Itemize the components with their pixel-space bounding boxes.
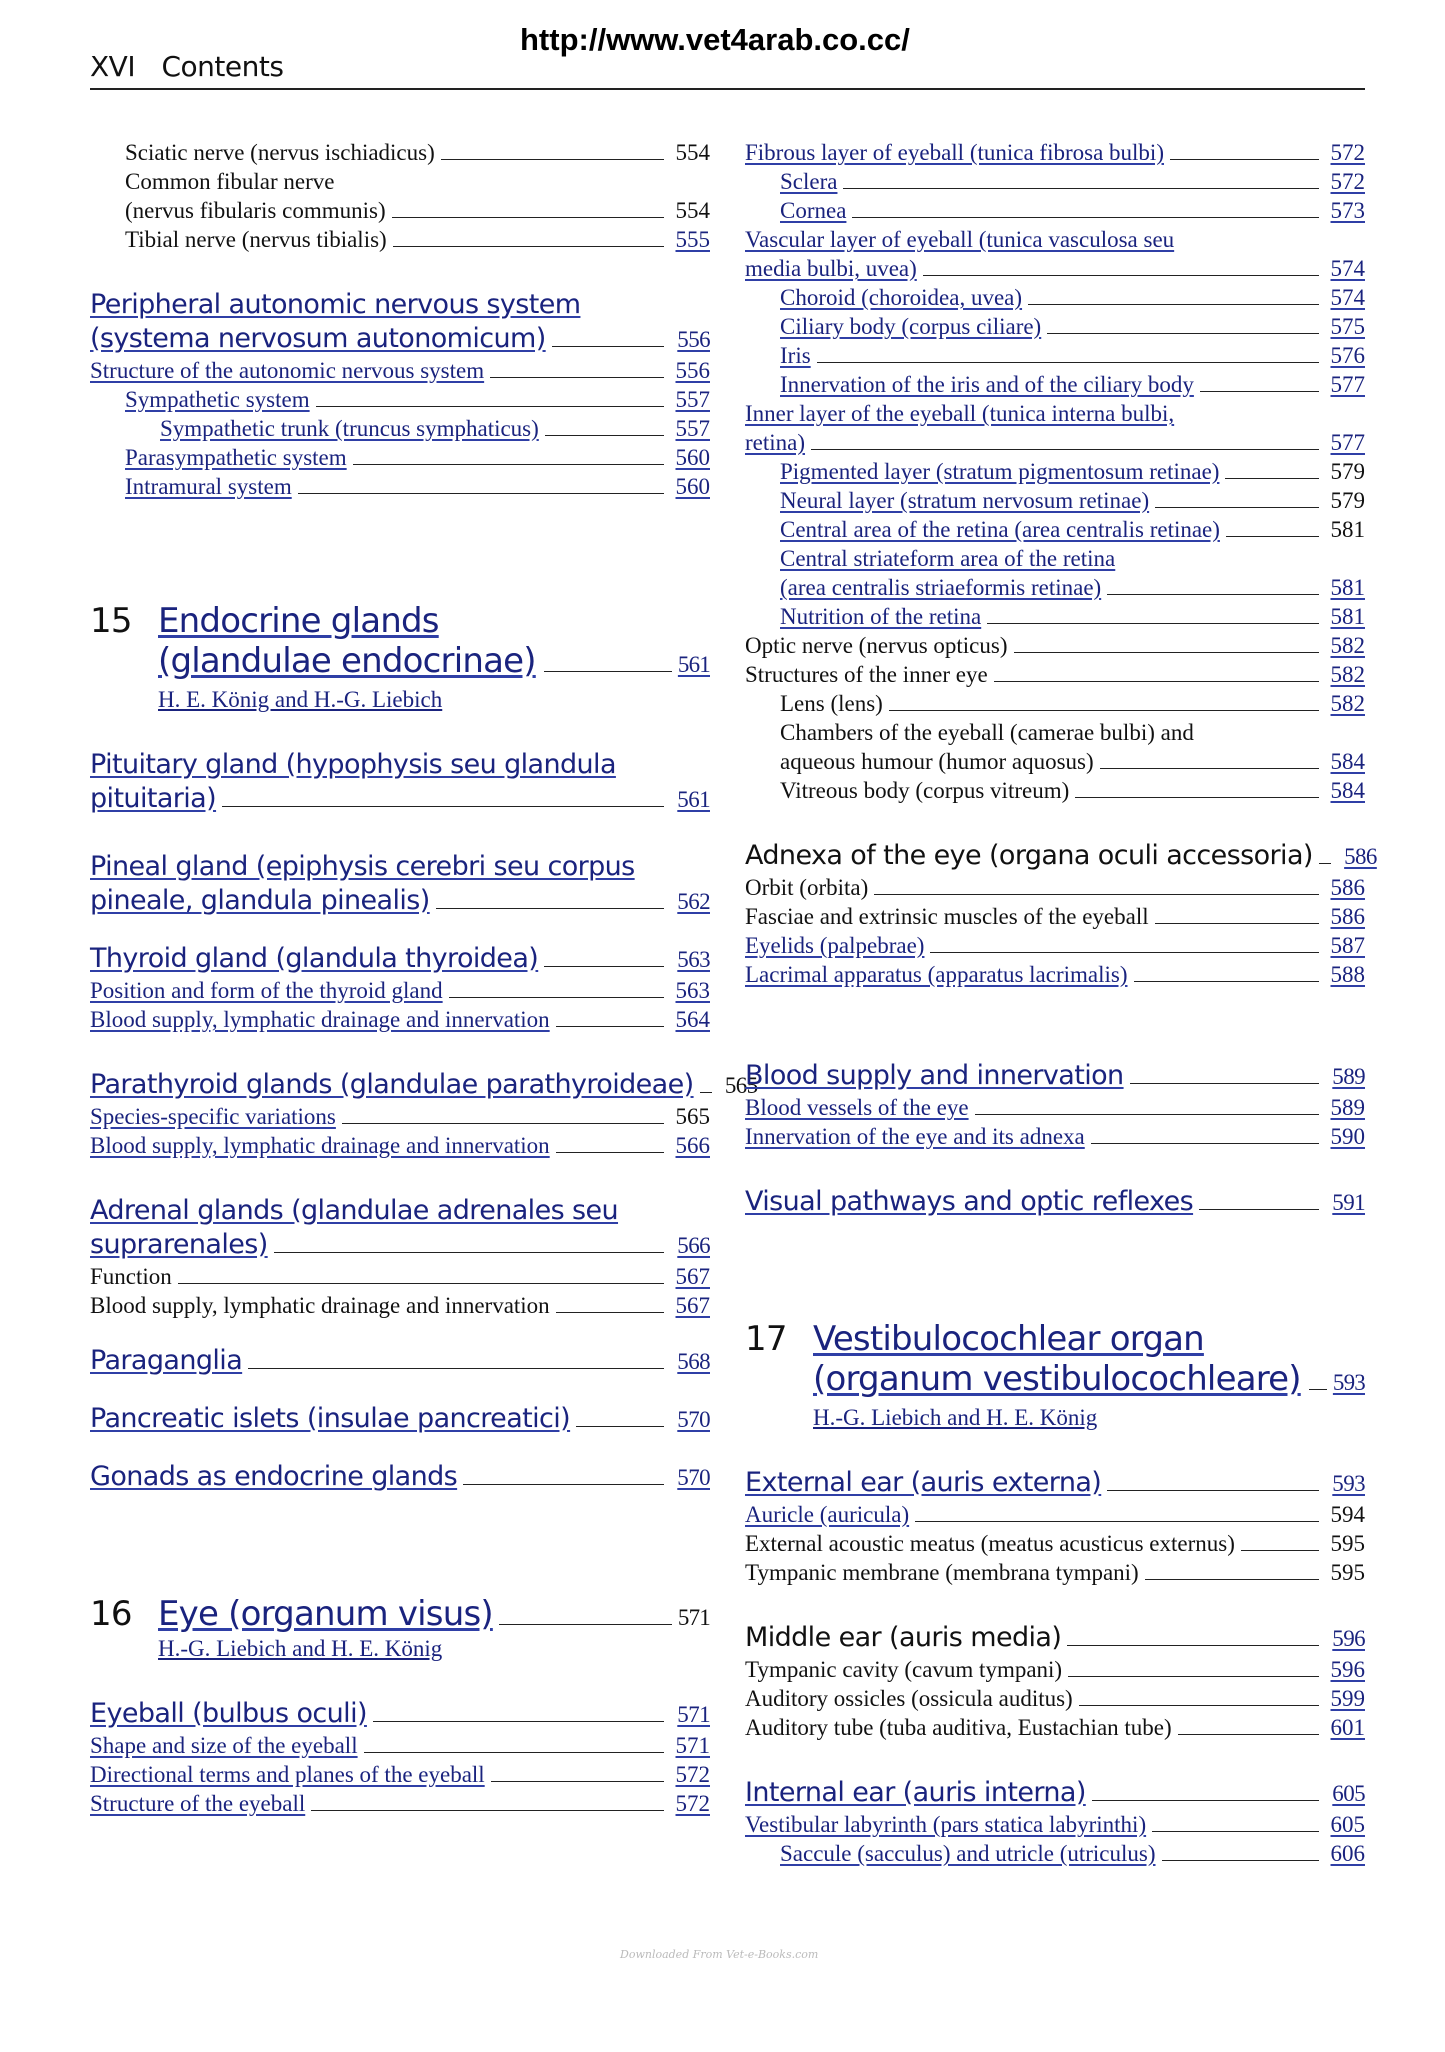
entry-title: Blood supply, lymphatic drainage and innervation	[90, 1293, 550, 1318]
section-page[interactable]: 605	[1332, 1781, 1365, 1806]
entry-page-link[interactable]: 589	[1330, 1095, 1365, 1120]
toc-entry	[745, 1558, 1365, 1587]
toc-entry[interactable]	[745, 1810, 1365, 1839]
toc-entry[interactable]	[90, 1262, 710, 1291]
section-title[interactable]: Visual pathways and optic reflexes	[745, 1186, 1194, 1217]
entry-page-link[interactable]: 599	[1330, 1686, 1365, 1711]
entry-title[interactable]: Parasympathetic system	[125, 445, 347, 470]
toc-entry[interactable]	[745, 341, 1365, 370]
entry-title[interactable]: Blood supply, lymphatic drainage and innervation	[90, 1007, 550, 1032]
entry-title: Function	[90, 1264, 172, 1289]
entry-page-link[interactable]: 606	[1330, 1841, 1365, 1866]
section-title[interactable]: Eyeball (bulbus oculi)	[90, 1698, 367, 1729]
entry-page-link[interactable]: 557	[675, 416, 710, 441]
chapter-page: 571	[677, 1605, 710, 1630]
entry-title: Fasciae and extrinsic muscles of the eyeball	[745, 904, 1149, 929]
section-heading[interactable]	[745, 1776, 1365, 1810]
toc-entry[interactable]	[745, 1093, 1365, 1122]
entry-page-link[interactable]: 588	[1330, 962, 1365, 987]
section-heading[interactable]	[745, 1621, 1365, 1655]
section-page: 565	[724, 1073, 758, 1098]
toc-entry[interactable]	[90, 443, 710, 472]
entry-page-link[interactable]: 560	[675, 445, 710, 470]
entry-title[interactable]: retina)	[745, 430, 806, 455]
section-heading-line[interactable]: Peripheral autonomic nervous system	[90, 289, 581, 320]
entry-title[interactable]: media bulbi, uvea)	[745, 256, 917, 281]
entry-title[interactable]: Sympathetic system	[125, 387, 310, 412]
section-page[interactable]: 596	[1332, 1626, 1365, 1651]
entry-page: 565	[675, 1104, 710, 1129]
entry-page-link[interactable]: 572	[1330, 140, 1365, 165]
entry-title[interactable]: (area centralis striaeformis retinae)	[780, 575, 1102, 600]
section-page[interactable]: 570	[677, 1407, 710, 1432]
toc-entry[interactable]	[90, 472, 710, 501]
watermark: Downloaded From Vet-e-Books.com	[620, 1948, 819, 1961]
entry-page-link[interactable]: 572	[675, 1791, 710, 1816]
entry-title: (nervus fibularis communis)	[125, 198, 386, 223]
entry-title[interactable]: Neural layer (stratum nervosum retinae)	[780, 488, 1150, 513]
entry-page: 595	[1330, 1560, 1365, 1585]
section-heading-line[interactable]: Adrenal glands (glandulae adrenales seu	[90, 1195, 619, 1226]
section-heading[interactable]	[90, 1344, 710, 1378]
entry-title: Tympanic membrane (membrana tympani)	[745, 1560, 1139, 1585]
section-title[interactable]: Pancreatic islets (insulae pancreatici)	[90, 1403, 571, 1434]
toc-entry[interactable]	[745, 457, 1365, 486]
page-number: XVI	[90, 50, 136, 83]
chapter-authors[interactable]: H.-G. Liebich and H. E. König	[158, 1636, 443, 1661]
entry-title[interactable]: Shape and size of the eyeball	[90, 1733, 358, 1758]
entry-page-link[interactable]: 586	[1330, 875, 1365, 900]
entry-title: Vitreous body (corpus vitreum)	[780, 778, 1070, 803]
toc-entry[interactable]	[90, 356, 710, 385]
entry-title[interactable]: Nutrition of the retina	[780, 604, 982, 629]
left-column	[90, 138, 758, 1818]
entry-title-line[interactable]: Vascular layer of eyeball (tunica vasculosa seu	[745, 227, 1175, 252]
toc-entry[interactable]	[745, 902, 1365, 931]
entry-page-link[interactable]: 582	[1330, 662, 1365, 687]
section-title[interactable]: Thyroid gland (glandula thyroidea)	[90, 943, 539, 974]
toc-entry[interactable]	[745, 370, 1365, 399]
chapter-title[interactable]	[745, 1319, 1365, 1359]
toc-entry[interactable]	[90, 1760, 710, 1789]
section-page[interactable]: 566	[677, 1233, 710, 1258]
toc-entry[interactable]	[90, 1291, 710, 1320]
chapter-number: 17	[745, 1319, 787, 1359]
section-page[interactable]: 589	[1332, 1064, 1365, 1089]
entry-page-link[interactable]: 572	[675, 1762, 710, 1787]
entry-title-line: Common fibular nerve	[125, 169, 335, 194]
entry-page-link[interactable]: 581	[1330, 604, 1365, 629]
section-heading[interactable]	[90, 782, 710, 816]
entry-title: Sciatic nerve (nervus ischiadicus)	[125, 140, 435, 165]
section-page[interactable]: 556	[677, 327, 710, 352]
entry-title[interactable]: Position and form of the thyroid gland	[90, 978, 443, 1003]
toc-entry[interactable]	[745, 1655, 1365, 1684]
entry-page: 579	[1330, 488, 1365, 513]
chapter-title-text[interactable]: (organum vestibulocochleare)	[813, 1359, 1301, 1399]
chapter-title[interactable]	[90, 601, 710, 641]
entry-title[interactable]: Auricle (auricula)	[745, 1502, 910, 1527]
entry-title-line[interactable]: Central striateform area of the retina	[780, 546, 1116, 571]
entry-title: Auditory ossicles (ossicula auditus)	[745, 1686, 1073, 1711]
right-column	[745, 138, 1377, 1868]
toc-entry[interactable]	[745, 515, 1365, 544]
toc-entry	[745, 1529, 1365, 1558]
entry-page: 579	[1330, 459, 1365, 484]
toc-entry[interactable]	[90, 1005, 710, 1034]
section-title[interactable]: External ear (auris externa)	[745, 1467, 1102, 1498]
section-heading[interactable]	[90, 322, 710, 356]
toc-entry[interactable]	[745, 660, 1365, 689]
entry-title[interactable]: Blood vessels of the eye	[745, 1095, 969, 1120]
section-heading[interactable]	[90, 1228, 710, 1262]
section-page[interactable]: 571	[677, 1702, 710, 1727]
toc-entry[interactable]	[745, 931, 1365, 960]
entry-title[interactable]: Structure of the eyeball	[90, 1791, 306, 1816]
entry-title[interactable]: Sclera	[780, 169, 838, 194]
section-title[interactable]: Blood supply and innervation	[745, 1060, 1124, 1091]
entry-title: Orbit (orbita)	[745, 875, 869, 900]
entry-title[interactable]: Saccule (sacculus) and utricle (utriculus)	[780, 1841, 1156, 1866]
toc-entry[interactable]	[745, 428, 1365, 457]
toc-entry[interactable]	[745, 167, 1365, 196]
entry-page-link[interactable]: 582	[1330, 633, 1365, 658]
entry-page-link[interactable]: 563	[675, 978, 710, 1003]
toc-entry[interactable]	[745, 573, 1365, 602]
chapter-title-text[interactable]: (glandulae endocrinae)	[158, 641, 536, 681]
toc-entry[interactable]	[745, 1122, 1365, 1151]
section-title[interactable]: Parathyroid glands (glandulae parathyroideae)	[90, 1069, 694, 1100]
entry-page: 554	[675, 198, 710, 223]
entry-title: External acoustic meatus (meatus acusticus externus)	[745, 1531, 1235, 1556]
section-heading[interactable]	[745, 1466, 1365, 1500]
entry-page-link[interactable]: 557	[675, 387, 710, 412]
section-title[interactable]: Paraganglia	[90, 1345, 243, 1376]
section-heading[interactable]	[90, 1402, 710, 1436]
entry-page-link[interactable]: 555	[675, 227, 710, 252]
toc-entry[interactable]	[745, 254, 1365, 283]
entry-title[interactable]: Innervation of the iris and of the ciliary body	[780, 372, 1194, 397]
section-title: Middle ear (auris media)	[745, 1622, 1062, 1653]
section-heading-line[interactable]: Pituitary gland (hypophysis seu glandula	[90, 749, 616, 780]
entry-page-link[interactable]: 601	[1330, 1715, 1365, 1740]
section-heading[interactable]	[745, 1059, 1365, 1093]
section-title[interactable]: suprarenales)	[90, 1229, 268, 1260]
entry-page-link[interactable]: 582	[1330, 691, 1365, 716]
chapter-title-cont[interactable]	[745, 1359, 1365, 1403]
entry-page-link[interactable]: 556	[675, 358, 710, 383]
entry-page-link[interactable]: 596	[1330, 1657, 1365, 1682]
entry-title[interactable]: Eyelids (palpebrae)	[745, 933, 925, 958]
toc-entry[interactable]	[745, 1713, 1365, 1742]
chapter-authors[interactable]: H.-G. Liebich and H. E. König	[813, 1405, 1098, 1430]
header-rule	[90, 88, 1365, 90]
entry-title[interactable]: Pigmented layer (stratum pigmentosum retinae)	[780, 459, 1220, 484]
toc-entry[interactable]	[745, 747, 1365, 776]
toc-entry[interactable]	[90, 414, 710, 443]
toc-entry[interactable]	[745, 873, 1365, 902]
entry-page-link[interactable]: 584	[1330, 749, 1365, 774]
entry-page: 554	[675, 140, 710, 165]
toc-entry[interactable]	[90, 1102, 710, 1131]
entry-title[interactable]: Fibrous layer of eyeball (tunica fibrosa bulbi)	[745, 140, 1164, 165]
entry-page-link[interactable]: 575	[1330, 314, 1365, 339]
chapter-number: 15	[90, 601, 132, 641]
toc-entry[interactable]	[745, 776, 1365, 805]
section-page[interactable]: 562	[677, 889, 710, 914]
section-title[interactable]: (systema nervosum autonomicum)	[90, 323, 546, 354]
entry-page-link[interactable]: 605	[1330, 1812, 1365, 1837]
entry-title[interactable]: Intramural system	[125, 474, 292, 499]
entry-title[interactable]: Species-specific variations	[90, 1104, 336, 1129]
entry-page-link[interactable]: 587	[1330, 933, 1365, 958]
entry-page-link[interactable]: 586	[1330, 904, 1365, 929]
chapter-title-text[interactable]: Endocrine glands	[158, 601, 439, 641]
entry-page-link[interactable]: 590	[1330, 1124, 1365, 1149]
chapter-title-cont[interactable]	[90, 641, 710, 685]
entry-page-link[interactable]: 581	[1330, 575, 1365, 600]
section-heading[interactable]	[745, 839, 1377, 873]
section-heading[interactable]	[745, 1185, 1365, 1219]
section-page[interactable]: 563	[677, 947, 710, 972]
entry-page-link[interactable]: 567	[675, 1264, 710, 1289]
section-title[interactable]: pituitaria)	[90, 783, 217, 814]
entry-title: Tibial nerve (nervus tibialis)	[125, 227, 387, 252]
entry-page-link[interactable]: 584	[1330, 778, 1365, 803]
entry-title[interactable]: Ciliary body (corpus ciliare)	[780, 314, 1042, 339]
toc-entry[interactable]	[745, 196, 1365, 225]
chapter-page[interactable]: 561	[677, 652, 710, 677]
toc-entry[interactable]	[745, 1839, 1365, 1868]
source-url: http://www.vet4arab.co.cc/	[520, 22, 910, 57]
entry-page: 594	[1330, 1502, 1365, 1527]
running-head	[90, 50, 283, 83]
entry-title[interactable]: Sympathetic trunk (truncus symphaticus)	[160, 416, 539, 441]
entry-page-link[interactable]: 574	[1330, 285, 1365, 310]
entry-page-link[interactable]: 560	[675, 474, 710, 499]
entry-page-link[interactable]: 564	[675, 1007, 710, 1032]
entry-title[interactable]: Central area of the retina (area centralis retinae)	[780, 517, 1220, 542]
entry-title[interactable]: Blood supply, lymphatic drainage and innervation	[90, 1133, 550, 1158]
section-heading[interactable]	[90, 942, 710, 976]
section-page[interactable]: 561	[677, 787, 710, 812]
entry-title-line[interactable]: Inner layer of the eyeball (tunica interna bulbi,	[745, 401, 1175, 426]
toc-entry[interactable]	[745, 1684, 1365, 1713]
toc-entry	[90, 138, 710, 167]
entry-page-link[interactable]: 576	[1330, 343, 1365, 368]
entry-title: Tympanic cavity (cavum tympani)	[745, 1657, 1063, 1682]
toc-entry[interactable]	[745, 283, 1365, 312]
section-title[interactable]: Internal ear (auris interna)	[745, 1777, 1086, 1808]
section-title: Adnexa of the eye (organa oculi accessoria)	[745, 840, 1313, 871]
entry-title: aqueous humour (humor aquosus)	[780, 749, 1094, 774]
section-heading[interactable]	[90, 1068, 758, 1102]
entry-page-link[interactable]: 571	[675, 1733, 710, 1758]
chapter-authors[interactable]: H. E. König and H.-G. Liebich	[158, 687, 443, 712]
toc-entry[interactable]	[90, 1731, 710, 1760]
section-heading[interactable]	[90, 1697, 710, 1731]
entry-title[interactable]: Choroid (choroidea, uvea)	[780, 285, 1023, 310]
entry-title-line: Chambers of the eyeball (camerae bulbi) and	[780, 720, 1194, 745]
entry-title[interactable]: Vestibular labyrinth (pars statica labyrinthi)	[745, 1812, 1147, 1837]
toc-entry[interactable]	[90, 976, 710, 1005]
entry-title[interactable]: Cornea	[780, 198, 847, 223]
entry-title[interactable]: Iris	[780, 343, 811, 368]
chapter-title-text[interactable]: Vestibulocochlear organ	[813, 1319, 1204, 1359]
entry-page: 595	[1330, 1531, 1365, 1556]
section-page[interactable]: 593	[1332, 1471, 1365, 1496]
entry-title: Structures of the inner eye	[745, 662, 988, 687]
section-page[interactable]: 568	[677, 1349, 710, 1374]
toc-entry[interactable]	[745, 960, 1365, 989]
toc-entry[interactable]	[745, 631, 1365, 660]
entry-page-link[interactable]: 577	[1330, 372, 1365, 397]
entry-page-link[interactable]: 567	[675, 1293, 710, 1318]
chapter-number: 16	[90, 1594, 132, 1634]
toc-entry[interactable]	[90, 1131, 710, 1160]
page-title: Contents	[161, 50, 284, 83]
entry-title[interactable]: Innervation of the eye and its adnexa	[745, 1124, 1085, 1149]
toc-entry[interactable]	[90, 385, 710, 414]
section-page[interactable]: 586	[1344, 844, 1377, 869]
section-title[interactable]: Gonads as endocrine glands	[90, 1461, 458, 1492]
section-page[interactable]: 591	[1332, 1190, 1365, 1215]
toc-entry[interactable]	[90, 1789, 710, 1818]
entry-title: Lens (lens)	[780, 691, 883, 716]
entry-title: Optic nerve (nervus opticus)	[745, 633, 1008, 658]
entry-page-link[interactable]: 573	[1330, 198, 1365, 223]
toc-entry[interactable]	[745, 602, 1365, 631]
entry-title[interactable]: Directional terms and planes of the eyeball	[90, 1762, 485, 1787]
entry-page-link[interactable]: 577	[1330, 430, 1365, 455]
entry-page: 581	[1330, 517, 1365, 542]
entry-page-link[interactable]: 566	[675, 1133, 710, 1158]
toc-entry[interactable]	[745, 486, 1365, 515]
chapter-title[interactable]	[90, 1594, 710, 1634]
chapter-page[interactable]: 593	[1332, 1370, 1365, 1395]
entry-page-link[interactable]: 574	[1330, 256, 1365, 281]
toc-entry[interactable]	[745, 1500, 1365, 1529]
chapter-title-text[interactable]: Eye (organum visus)	[158, 1594, 493, 1634]
entry-title[interactable]: Lacrimal apparatus (apparatus lacrimalis)	[745, 962, 1128, 987]
toc-entry[interactable]	[90, 225, 710, 254]
section-heading[interactable]	[90, 884, 710, 918]
entry-title: Auditory tube (tuba auditiva, Eustachian tube)	[745, 1715, 1172, 1740]
entry-page-link[interactable]: 572	[1330, 169, 1365, 194]
section-heading[interactable]	[90, 1460, 710, 1494]
toc-entry[interactable]	[745, 312, 1365, 341]
section-page[interactable]: 570	[677, 1465, 710, 1490]
section-heading-line[interactable]: Pineal gland (epiphysis cerebri seu corpus	[90, 851, 635, 882]
section-title[interactable]: pineale, glandula pinealis)	[90, 885, 430, 916]
toc-entry[interactable]	[745, 138, 1365, 167]
entry-title[interactable]: Structure of the autonomic nervous system	[90, 358, 485, 383]
toc-entry[interactable]	[745, 689, 1365, 718]
toc-entry	[90, 196, 710, 225]
